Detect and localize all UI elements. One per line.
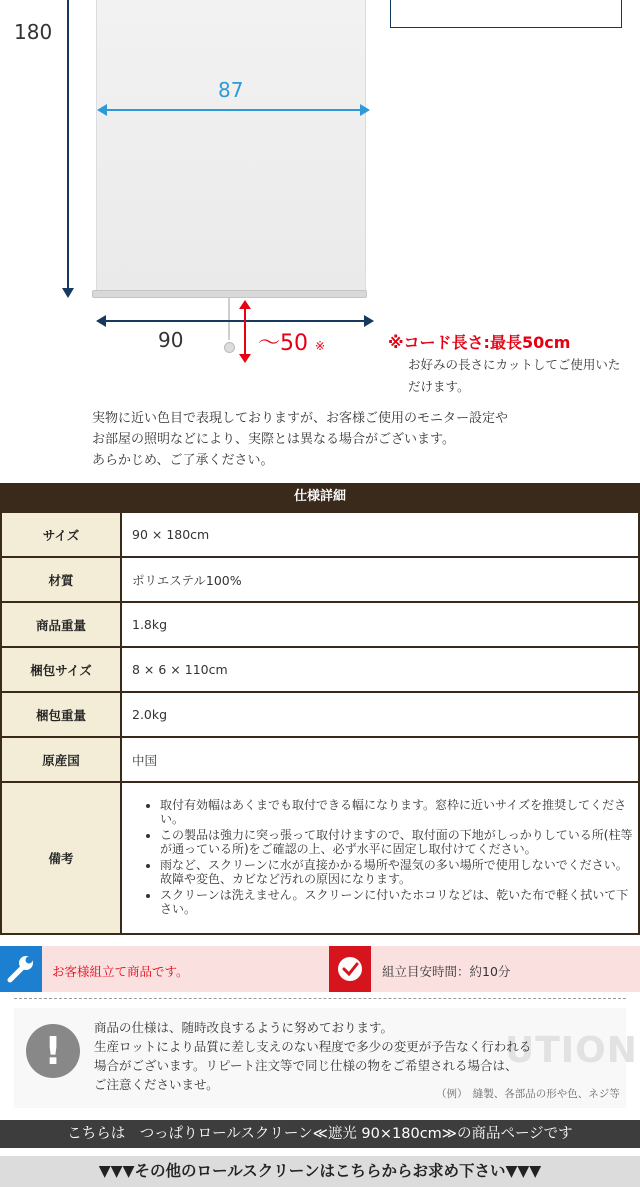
spec-value: 90 × 180cm <box>132 527 210 542</box>
caution-line-3: 場合がございます。リピート注文等で同じ仕様の物をご希望される場合は、 <box>94 1058 518 1073</box>
table-row <box>2 691 638 736</box>
table-row <box>2 736 638 781</box>
cord-length-arrow-down <box>239 354 251 363</box>
width-arrow-line <box>104 320 366 322</box>
color-disclaimer <box>92 408 612 471</box>
table-row <box>2 511 638 556</box>
width-label: 90 <box>158 328 184 352</box>
cord-subnote: お好みの長さにカットしてご使用いただけます。 <box>408 357 621 394</box>
spec-label: 備考 <box>2 783 122 933</box>
caution-watermark: UTION <box>505 1030 638 1071</box>
wrench-icon <box>0 946 42 992</box>
assembly-required-text: お客様組立て商品です。 <box>52 964 189 979</box>
legend-text <box>409 0 493 1</box>
cord-length-arrow-up <box>239 300 251 309</box>
table-row <box>2 601 638 646</box>
spec-table-title: 仕様詳細 <box>0 483 640 511</box>
inner-width-label: 87 <box>218 78 244 102</box>
cord-length-value: ～50 <box>258 331 308 356</box>
cord-length-label <box>258 326 325 357</box>
height-arrow-head <box>62 288 74 298</box>
inner-width-arrow-line <box>104 109 362 111</box>
height-label: 180 <box>14 20 53 44</box>
spec-table <box>0 483 640 935</box>
legend-box <box>390 0 622 28</box>
caution-example: （例） 縫製、各部品の形や色、ネジ等 <box>436 1088 620 1100</box>
inner-width-arrow-left <box>97 104 107 116</box>
list-item: • スクリーンは洗えません。スクリーンに付いたホコリなどは、乾いた布で軽く拭いて下さい。 <box>160 888 638 916</box>
caution-line-2: 生産ロットにより品質に差し支えのない程度で多少の変更が予告なく行われる <box>94 1039 532 1054</box>
spec-label: 梱包サイズ <box>2 648 122 691</box>
width-arrow-left <box>96 315 106 327</box>
spec-value: 中国 <box>132 752 158 768</box>
pull-cord-weight <box>224 342 235 353</box>
list-item: • 取付有効幅はあくまでも取付できる幅になります。窓枠に近いサイズを推奨してください。 <box>160 798 638 826</box>
caution-text <box>94 1018 544 1094</box>
cord-note: ※コード長さ:最長50cm <box>388 333 571 352</box>
spec-value: 1.8kg <box>132 617 168 632</box>
color-disclaimer-line-3: あらかじめ、ご了承ください。 <box>92 453 274 468</box>
cord-length-arrow-line <box>244 305 246 357</box>
pull-cord <box>228 298 230 340</box>
color-disclaimer-line-1: 実物に近い色目で表現しておりますが、お客様ご使用のモニター設定や <box>92 411 509 426</box>
inner-width-arrow-right <box>360 104 370 116</box>
table-row <box>2 781 638 933</box>
exclamation-icon: ! <box>26 1024 80 1078</box>
product-page-banner: こちらは つっぱりロールスクリーン≪遮光 90×180cm≫の商品ページです <box>0 1120 640 1148</box>
more-roll-screens-link[interactable]: ▼▼▼その他のロールスクリーンはこちらからお求め下さい▼▼▼ <box>0 1156 640 1187</box>
spec-value: ポリエステル100% <box>132 572 242 588</box>
spec-label: 材質 <box>2 558 122 601</box>
color-disclaimer-line-2: お部屋の照明などにより、実際とは異なる場合がございます。 <box>92 432 455 447</box>
spec-value: 2.0kg <box>132 707 168 722</box>
spec-notes-list <box>132 798 638 918</box>
caution-line-4: ご注意くださいませ。 <box>94 1077 219 1092</box>
height-arrow-line <box>67 0 69 292</box>
assembly-time-text: 組立目安時間：約10分 <box>382 964 511 979</box>
spec-label: 商品重量 <box>2 603 122 646</box>
spec-label: サイズ <box>2 513 122 556</box>
table-row <box>2 556 638 601</box>
spec-label: 梱包重量 <box>2 693 122 736</box>
spec-table-body <box>0 511 640 935</box>
screen-fabric <box>96 0 366 290</box>
divider <box>14 998 626 999</box>
caution-line-1: 商品の仕様は、随時改良するように努めております。 <box>94 1020 394 1035</box>
clock-icon <box>329 946 371 992</box>
list-item: • この製品は強力に突っ張って取付けますので、取付面の下地がしっかりしている所(柱等が通っている所)をご確認の上、必ず水平に固定し取付けてください。 <box>160 828 638 856</box>
table-row <box>2 646 638 691</box>
width-arrow-right <box>364 315 374 327</box>
list-item: • 雨など、スクリーンに水が直接かかる場所や湿気の多い場所で使用しないでください。故障や変色、カビなど汚れの原因になります。 <box>160 858 638 886</box>
screen-bottom-bar <box>92 290 367 298</box>
size-diagram <box>0 0 640 480</box>
spec-value: 8 × 6 × 110cm <box>132 662 228 677</box>
spec-label: 原産国 <box>2 738 122 781</box>
spec-notes-cell <box>122 783 638 933</box>
cord-length-mark: ※ <box>315 339 326 353</box>
